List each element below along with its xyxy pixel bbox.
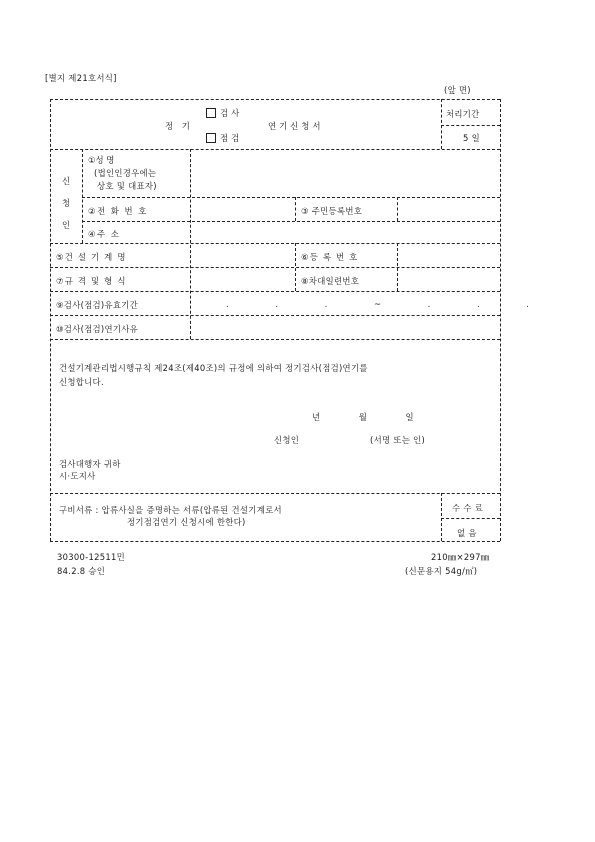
rule-row2-bottom [82, 221, 500, 222]
field-chassis-no-label: ⑧차대일련번호 [301, 276, 360, 286]
field-address-label: ④주 소 [88, 229, 121, 239]
field-registration-no-label: ⑥등 록 번 호 [301, 252, 359, 262]
body-addressee-agency: 검사대행자 귀하 [59, 459, 121, 469]
form-id: [별지 제21호서식] [45, 73, 117, 83]
footer-documents-line2: 정기점검연기 신청시에 한한다) [127, 517, 246, 527]
body-signature: (서명 또는 인) [370, 435, 426, 445]
border-left [50, 99, 51, 541]
field-spec-label: ⑦규 격 및 형 식 [56, 276, 127, 286]
paper-size: 210㎜×297㎜ [431, 552, 490, 562]
rule-row6-bottom [50, 315, 500, 316]
field-name-sub2: 상호 및 대표자) [97, 181, 157, 191]
rule-title-bottom [50, 149, 500, 150]
rule-fee-left [441, 493, 442, 541]
border-right [500, 99, 501, 541]
rule-right-label-right [397, 197, 398, 221]
processing-label: 처리기간 [446, 109, 480, 119]
rule-row1-bottom [82, 197, 500, 198]
title-check-check: 점검 [220, 133, 243, 143]
rule-label-col [190, 149, 191, 339]
rule-applicant-col [82, 149, 83, 243]
rule-row3-bottom [50, 243, 500, 244]
rule-right-label-left [295, 197, 296, 221]
field-resident-no-label: ③ 주민등록번호 [301, 206, 363, 216]
field-equipment-name-label: ⑤건 설 기 계 명 [56, 252, 127, 262]
rule-row4-bottom [50, 267, 500, 268]
rule-fee-mid [441, 518, 500, 519]
field-name-label: ①성 명 [88, 155, 115, 165]
border-bottom [50, 541, 500, 542]
side-note: (앞 면) [444, 85, 471, 95]
checkbox-inspection[interactable] [206, 108, 216, 118]
fee-label: 수 수 료 [452, 503, 484, 513]
rule-footer-top [50, 493, 500, 494]
body-statement-line1: 건설기계관리법시행규칙 제24조(제40조)의 규정에 의하여 정기검사(점검)연기를 [59, 363, 368, 373]
rule-row5-bottom [50, 291, 500, 292]
rule-processing-mid [441, 125, 500, 126]
rule-processing-left [441, 99, 442, 149]
field-reason-label: ⑩검사(점검)연기사유 [56, 324, 139, 334]
title-check-inspection: 검사 [220, 108, 243, 118]
field-phone-label: ②전 화 번 호 [88, 206, 148, 216]
body-addressee-governor: 시·도지사 [59, 471, 96, 481]
field-name-sub1: (법인인경우에는 [94, 168, 157, 178]
border-top [50, 99, 500, 100]
paper-type: (신문용지 54g/㎡) [405, 566, 478, 576]
footer-documents-line1: 구비서류 : 압류사실을 증명하는 서류(압류된 건설기계로서 [59, 505, 282, 515]
rule-right-label-left-2 [295, 243, 296, 291]
checkbox-check[interactable] [206, 133, 216, 143]
rule-row7-bottom [50, 339, 500, 340]
form-code: 30300-12511민 [57, 552, 125, 562]
body-date: 년 월 일 [312, 412, 418, 422]
body-applicant: 신청인 [274, 435, 300, 445]
title-suffix: 연기신청서 [268, 121, 324, 131]
field-validity-label: ⑨검사(점검)유효기간 [56, 300, 139, 310]
fee-value: 없 음 [457, 528, 477, 538]
applicant-side-label: 신청인 [62, 176, 71, 230]
title-prefix: 정 기 [165, 121, 193, 131]
rule-right-label-right-2 [397, 243, 398, 291]
processing-value: 5 일 [463, 133, 480, 143]
body-statement-line2: 신청합니다. [59, 377, 104, 387]
approval-date: 84.2.8 승인 [57, 566, 106, 576]
field-validity-value[interactable]: . . . ~ . . . [226, 299, 551, 309]
